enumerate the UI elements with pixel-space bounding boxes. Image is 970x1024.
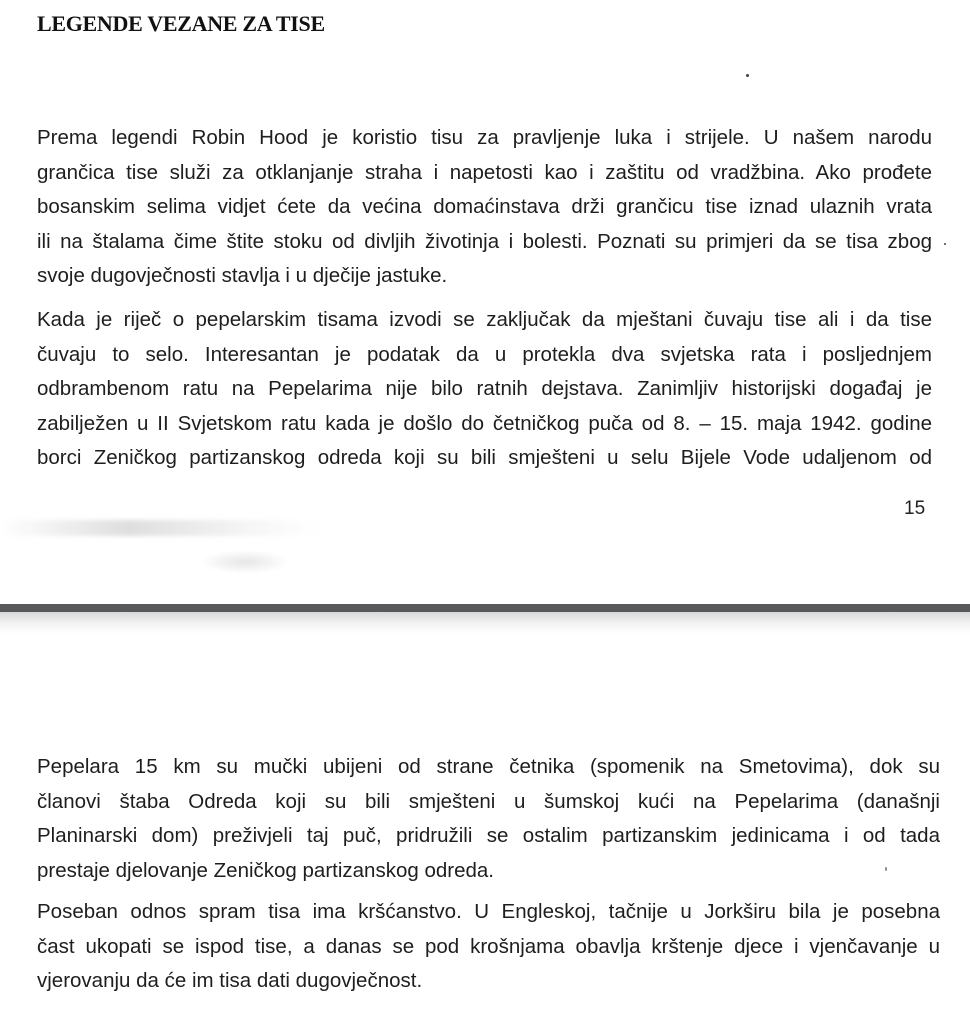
section-heading: LEGENDE VEZANE ZA TISE (37, 11, 325, 36)
text-line: članovi štaba Odreda koji su bili smješteni u šumskoj kući na Pepelarima (današnji (37, 789, 940, 813)
text-line: vjerovanju da će im tisa dati dugovječnost. (37, 969, 423, 992)
page-divider (0, 604, 970, 612)
text-line: čuvaju to selo. Interesantan je podatak da u protekla dva svjetska rata i posljednjem (37, 342, 932, 366)
page-number: 15 (904, 498, 926, 519)
paragraph-pepelari-history (37, 303, 932, 476)
page-bottom (0, 612, 970, 1024)
scan-smudge (0, 520, 320, 536)
text-line: svoje dugovječnosti stavlja i u dječije jastuke. (37, 264, 448, 287)
text-line: ili na štalama čime štite stoku od divljih životinja i bolesti. Poznati su primjeri da se tisa zbog (37, 229, 932, 253)
paragraph-chetnik-coup (37, 750, 940, 888)
scan-speck (944, 243, 946, 245)
text-line: prestaje djelovanje Zeničkog partizanskog odreda. (37, 858, 494, 882)
text-line: Pepelara 15 km su mučki ubijeni od strane četnika (spomenik na Smetovima), dok su (37, 755, 940, 778)
scan-speck (746, 74, 749, 77)
text-line: bosanskim selima vidjet ćete da većina domaćinstava drži grančicu tise iznad ulaznih vrata (37, 195, 932, 218)
text-line: borci Zeničkog partizanskog odreda koji su bili smješteni u selu Bijele Vode udaljenom od (37, 446, 932, 469)
text-line: čast ukopati se ispod tise, a danas se pod krošnjama obavlja krštenje djece i vjenčavanje u (37, 934, 940, 958)
page-edge-shadow (0, 612, 970, 634)
text-line: Prema legendi Robin Hood je koristio tisu za pravljenje luka i strijele. U našem narodu (37, 126, 932, 149)
paragraph-christianity (37, 895, 940, 999)
text-line: grančica tise služi za otklanjanje straha i napetosti kao i zaštitu od vradžbina. Ako prođete (37, 160, 932, 184)
text-line: Kada je riječ o pepelarskim tisama izvodi se zaključak da mještani čuvaju tise ali i da tise (37, 308, 932, 331)
paragraph-robin-hood (37, 121, 932, 294)
text-line: odbrambenom ratu na Pepelarima nije bilo ratnih dejstava. Zanimljiv historijski događaj je (37, 377, 932, 400)
text-line: Poseban odnos spram tisa ima kršćanstvo. U Engleskoj, tačnije u Jorkširu bila je posebna (37, 900, 940, 923)
text-line: zabilježen u II Svjetskom ratu kada je došlo do četničkog puča od 8. – 15. maja 1942. godine (37, 411, 932, 435)
scan-smudge (200, 550, 290, 574)
text-line: Planinarski dom) preživjeli taj puč, pridružili se ostalim partizanskim jedinicama i od tada (37, 824, 940, 847)
scan-speck (885, 867, 887, 871)
